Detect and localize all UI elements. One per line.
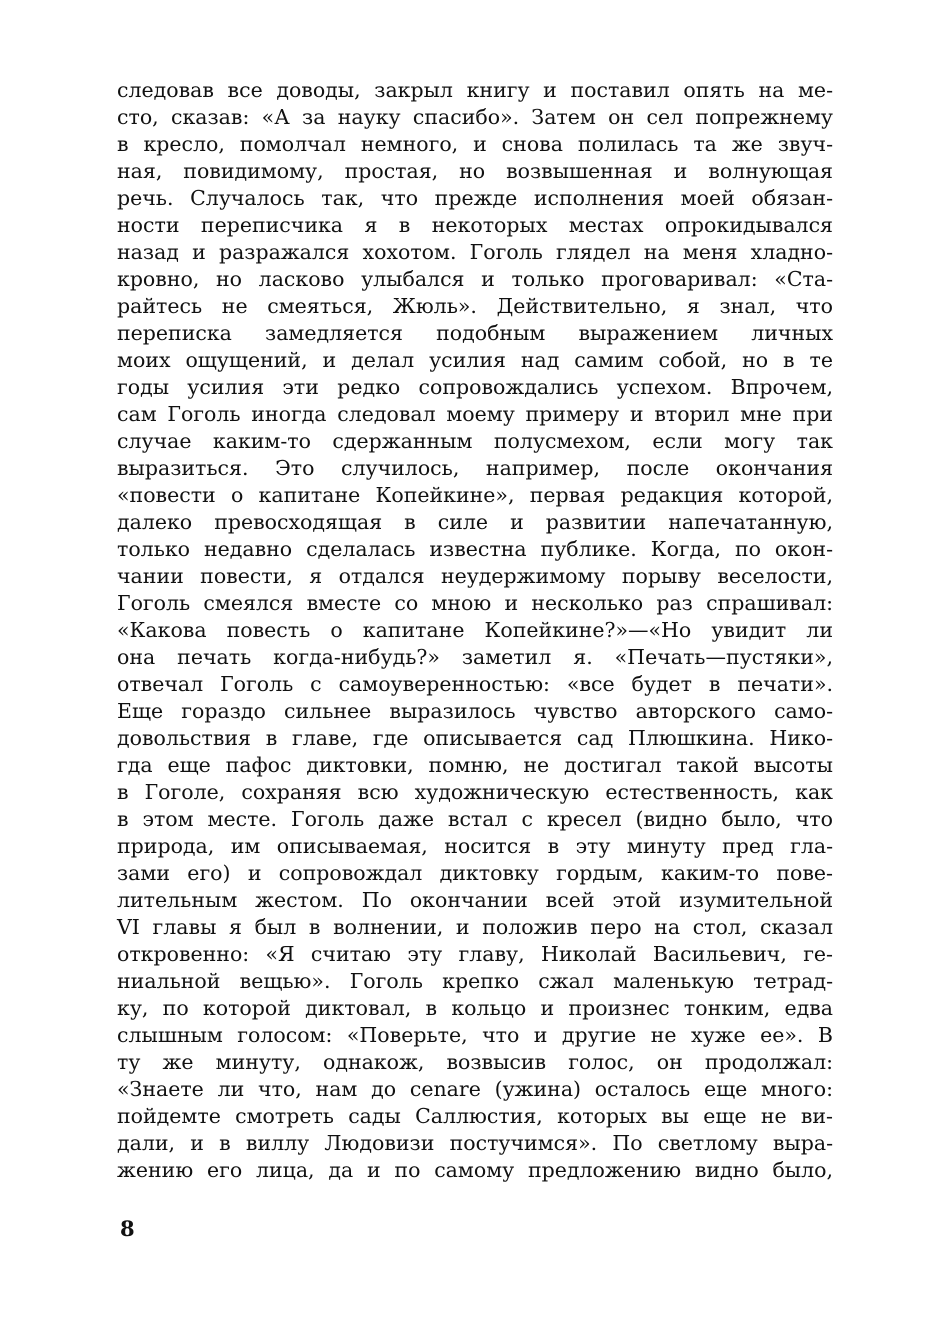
text-line: «повести о капитане Копейкине», первая редакция которой,	[117, 483, 833, 507]
text-line: откровенно: «Я считаю эту главу, Николай Васильевич, ге-	[117, 942, 833, 966]
body-text	[117, 77, 833, 1184]
text-line: природа, им описываемая, носится в эту минуту пред гла-	[117, 834, 833, 858]
text-line: моих ощущений, и делал усилия над самим собой, но в те	[117, 348, 833, 372]
text-line: зами его) и сопровождал диктовку гордым, каким-то пове-	[117, 861, 833, 885]
text-line: «Какова повесть о капитане Копейкине?»—«Но увидит ли	[117, 618, 833, 642]
text-line: лительным жестом. По окончании всей этой изумительной	[117, 888, 833, 912]
text-line: гда еще пафос диктовки, помню, не достигал такой высоты	[117, 753, 833, 777]
text-line: ту же минуту, однакож, возвысив голос, он продолжал:	[117, 1050, 833, 1074]
text-line: кровно, но ласково улыбался и только проговаривал: «Ста-	[117, 267, 833, 291]
text-line: Еще гораздо сильнее выразилось чувство авторского само-	[117, 699, 833, 723]
text-line: райтесь не смеяться, Жюль». Действительно, я знал, что	[117, 294, 833, 318]
text-line: переписка замедляется подобным выражением личных	[117, 321, 833, 345]
text-line: отвечал Гоголь с самоуверенностью: «все будет в печати».	[117, 672, 833, 696]
text-line: речь. Случалось так, что прежде исполнения моей обязан-	[117, 186, 833, 210]
text-line: она печать когда-нибудь?» заметил я. «Печать—пустяки»,	[117, 645, 833, 669]
text-line: пойдемте смотреть сады Саллюстия, которых вы еще не ви-	[117, 1104, 833, 1128]
text-line: в кресло, помолчал немного, и снова полилась та же звуч-	[117, 132, 833, 156]
text-line: назад и разражался хохотом. Гоголь глядел на меня хладно-	[117, 240, 833, 264]
text-line: в Гоголе, сохраняя всю художническую естественность, как	[117, 780, 833, 804]
text-line: только недавно сделалась известна публике. Когда, по окон-	[117, 537, 833, 561]
text-line: выразиться. Это случилось, например, после окончания	[117, 456, 833, 480]
text-line: случае каким-то сдержанным полусмехом, если могу так	[117, 429, 833, 453]
text-line: ку, по которой диктовал, в кольцо и произнес тонким, едва	[117, 996, 833, 1020]
text-line: Гоголь смеялся вместе со мною и несколько раз спрашивал:	[117, 591, 833, 615]
text-line: далеко превосходящая в силе и развитии напечатанную,	[117, 510, 833, 534]
text-line: довольствия в главе, где описывается сад Плюшкина. Нико-	[117, 726, 833, 750]
text-line: жению его лица, да и по самому предложению видно было,	[117, 1158, 833, 1182]
text-line: дали, и в виллу Людовизи постучимся». По светлому выра-	[117, 1131, 833, 1155]
text-line: следовав все доводы, закрыл книгу и поставил опять на ме-	[117, 78, 833, 102]
text-line: «Знаете ли что, нам до cenare (ужина) осталось еще много:	[117, 1077, 833, 1101]
text-line: ная, повидимому, простая, но возвышенная и волнующая	[117, 159, 833, 183]
text-line: годы усилия эти редко сопровождались успехом. Впрочем,	[117, 375, 833, 399]
text-line: ности переписчика я в некоторых местах опрокидывался	[117, 213, 833, 237]
text-line: VI главы я был в волнении, и положив перо на стол, сказал	[117, 915, 833, 939]
text-line: ниальной вещью». Гоголь крепко сжал маленькую тетрад-	[117, 969, 833, 993]
text-line: сам Гоголь иногда следовал моему примеру и вторил мне при	[117, 402, 833, 426]
page-number: 8	[120, 1216, 135, 1241]
text-line: чании повести, я отдался неудержимому порыву веселости,	[117, 564, 833, 588]
text-line: в этом месте. Гоголь даже встал с кресел (видно было, что	[117, 807, 833, 831]
text-line: сто, сказав: «А за науку спасибо». Затем он сел попрежнему	[117, 105, 833, 129]
text-line: слышным голосом: «Поверьте, что и другие не хуже ее». В	[117, 1023, 833, 1047]
